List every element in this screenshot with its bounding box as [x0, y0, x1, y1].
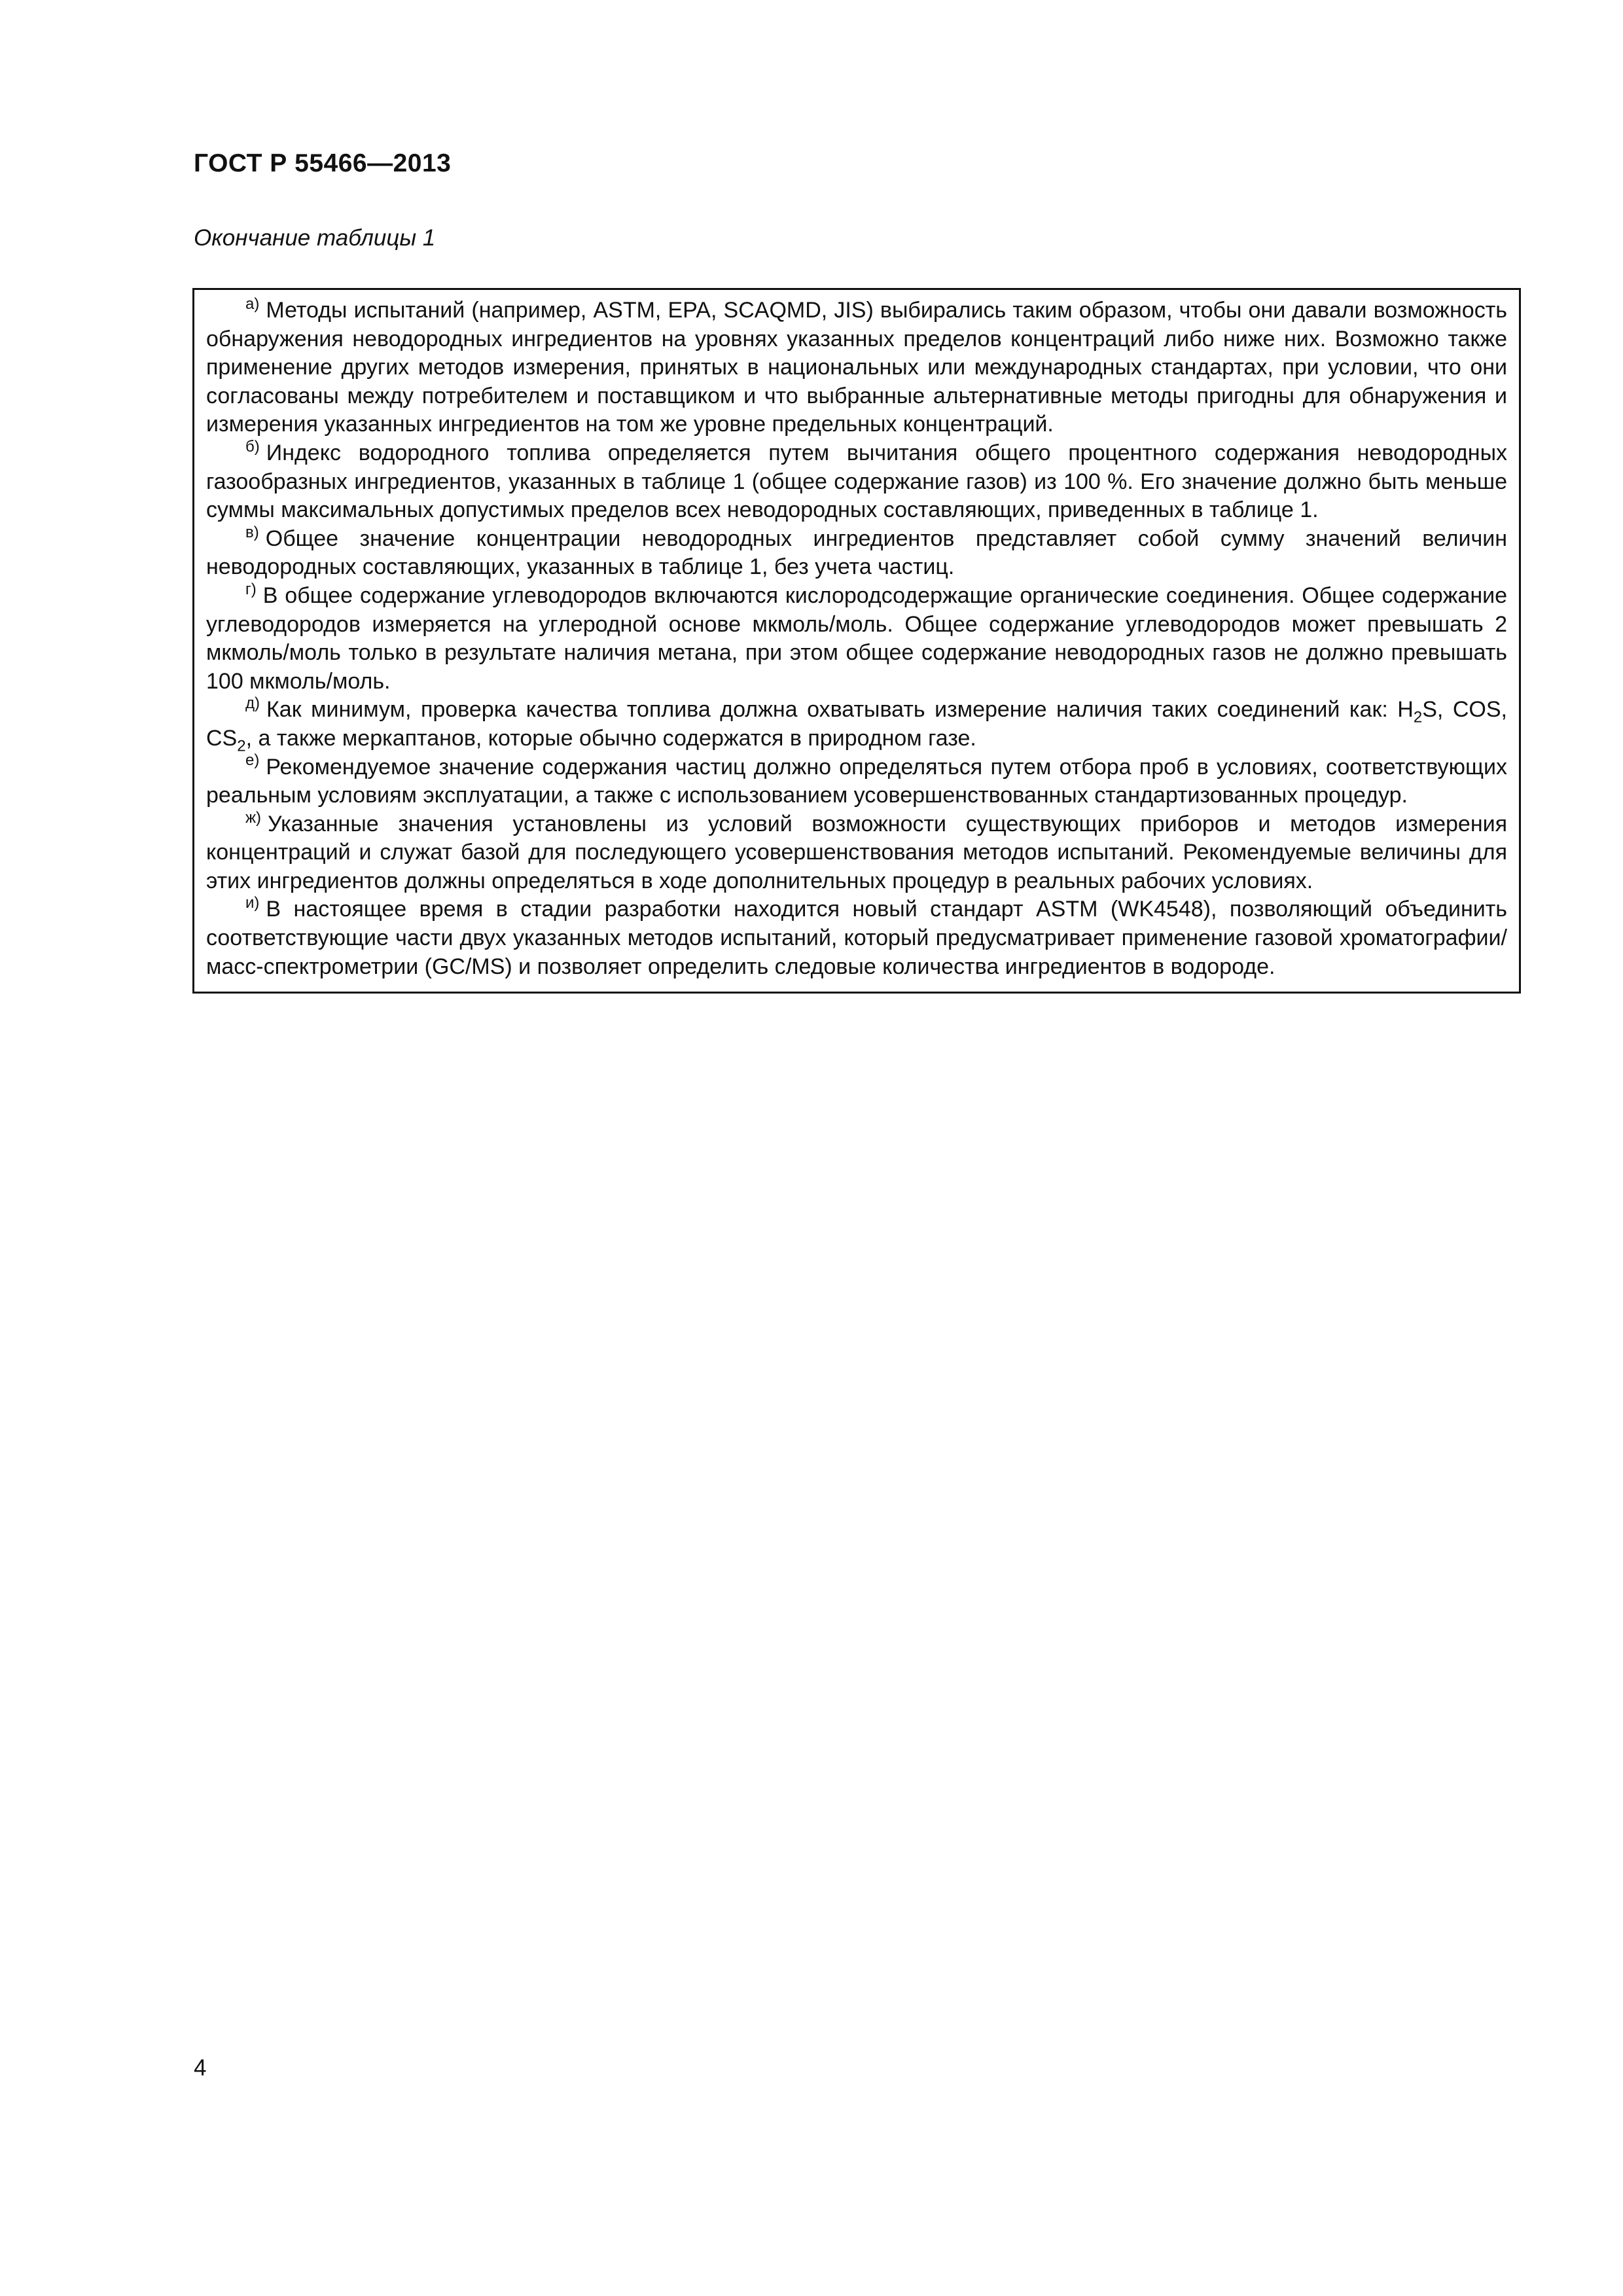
footnote-text-intro: Как минимум, проверка качества топлива должна охватывать измерение наличия таких соединений как: [266, 697, 1398, 723]
footnote-d [206, 696, 1507, 753]
footnote-text: Индекс водородного топлива определяется путем вычитания общего процентного содержания неводородных газообразных ингредиентов, указанных в таблице 1 (общее содержание газов) из 100 %. Его значение должно быть меньше суммы максимальных допустимых пределов всех неводородных составляющих, приведенных в таблице 1. [206, 440, 1507, 523]
footnote-b [206, 439, 1507, 525]
document-header: ГОСТ Р 55466—2013 [194, 149, 452, 177]
footnote-g [206, 582, 1507, 696]
footnote-text: Методы испытаний (например, ASTM, EPA, SCAQMD, JIS) выбирались таким образом, чтобы они давали возможность обнаружения неводородных ингредиентов на уровнях указанных пределов концентраций либо ниже них. Возможно также применение других методов измерения, принятых в национальных или международных стандартах, при условии, что они согласованы между потребителем и поставщиком и что выбранные альтернативные методы пригодны для обнаружения и измерения указанных ингредиентов на том же уровне предельных концентраций. [206, 298, 1507, 437]
footnote-mark: б) [245, 437, 260, 456]
formula-h: H [1397, 697, 1414, 723]
footnote-text-tail: , а также меркаптанов, которые обычно содержатся в природном газе. [245, 725, 976, 751]
formula-s-cos-cs: S, COS, CS [206, 697, 1507, 751]
footnote-a [206, 296, 1507, 439]
footnote-text: Указанные значения установлены из условий возможности существующих приборов и методов измерения концентраций и служат базой для последующего усовершенствования методов испытаний. Рекомендуемые величины для этих ингредиентов должны определяться в ходе дополнительных процедур в реальных рабочих условиях. [206, 811, 1507, 893]
footnote-mark: в) [245, 523, 259, 541]
footnote-i [206, 895, 1507, 981]
formula-h-subscript: 2 [1413, 708, 1423, 726]
footnote-e [206, 753, 1507, 810]
footnote-mark: ж) [245, 808, 262, 827]
page-number: 4 [194, 2055, 207, 2081]
footnote-mark: е) [245, 751, 260, 770]
footnote-zh [206, 810, 1507, 896]
footnote-mark: а) [245, 295, 260, 313]
footnote-text: В настоящее время в стадии разработки находится новый стандарт ASTM (WK4548), позволяющий объединить соответствующие части двух указанных методов испытаний, который предусматривает применение газовой хроматографии/масс-спектрометрии (GC/MS) и позволяет определить следовые количества ингредиентов в водороде. [206, 897, 1507, 979]
footnote-text: Общее значение концентрации неводородных ингредиентов представляет собой сумму значений величин неводородных составляющих, указанных в таблице 1, без учета частиц. [206, 526, 1507, 580]
footnote-text: В общее содержание углеводородов включаются кислородсодержащие органические соединения. Общее содержание углеводородов измеряется на углеродной основе мкмоль/моль. Общее содержание углеводородов может превышать 2 мкмоль/моль только в результате наличия метана, при этом общее содержание неводородных газов не должно превышать 100 мкмоль/моль. [206, 583, 1507, 694]
table-footnotes [192, 288, 1521, 994]
table-caption: Окончание таблицы 1 [194, 225, 436, 251]
formula-cs-subscript: 2 [237, 737, 246, 755]
footnote-v [206, 525, 1507, 582]
footnote-mark: д) [245, 694, 260, 713]
footnote-mark: и) [245, 894, 260, 912]
footnote-text: Рекомендуемое значение содержания частиц должно определяться путем отбора проб в условиях, соответствующих реальным условиям эксплуатации, а также с использованием усовершенствованных стандартизованных процедур. [206, 754, 1507, 808]
footnote-mark: г) [245, 580, 257, 598]
